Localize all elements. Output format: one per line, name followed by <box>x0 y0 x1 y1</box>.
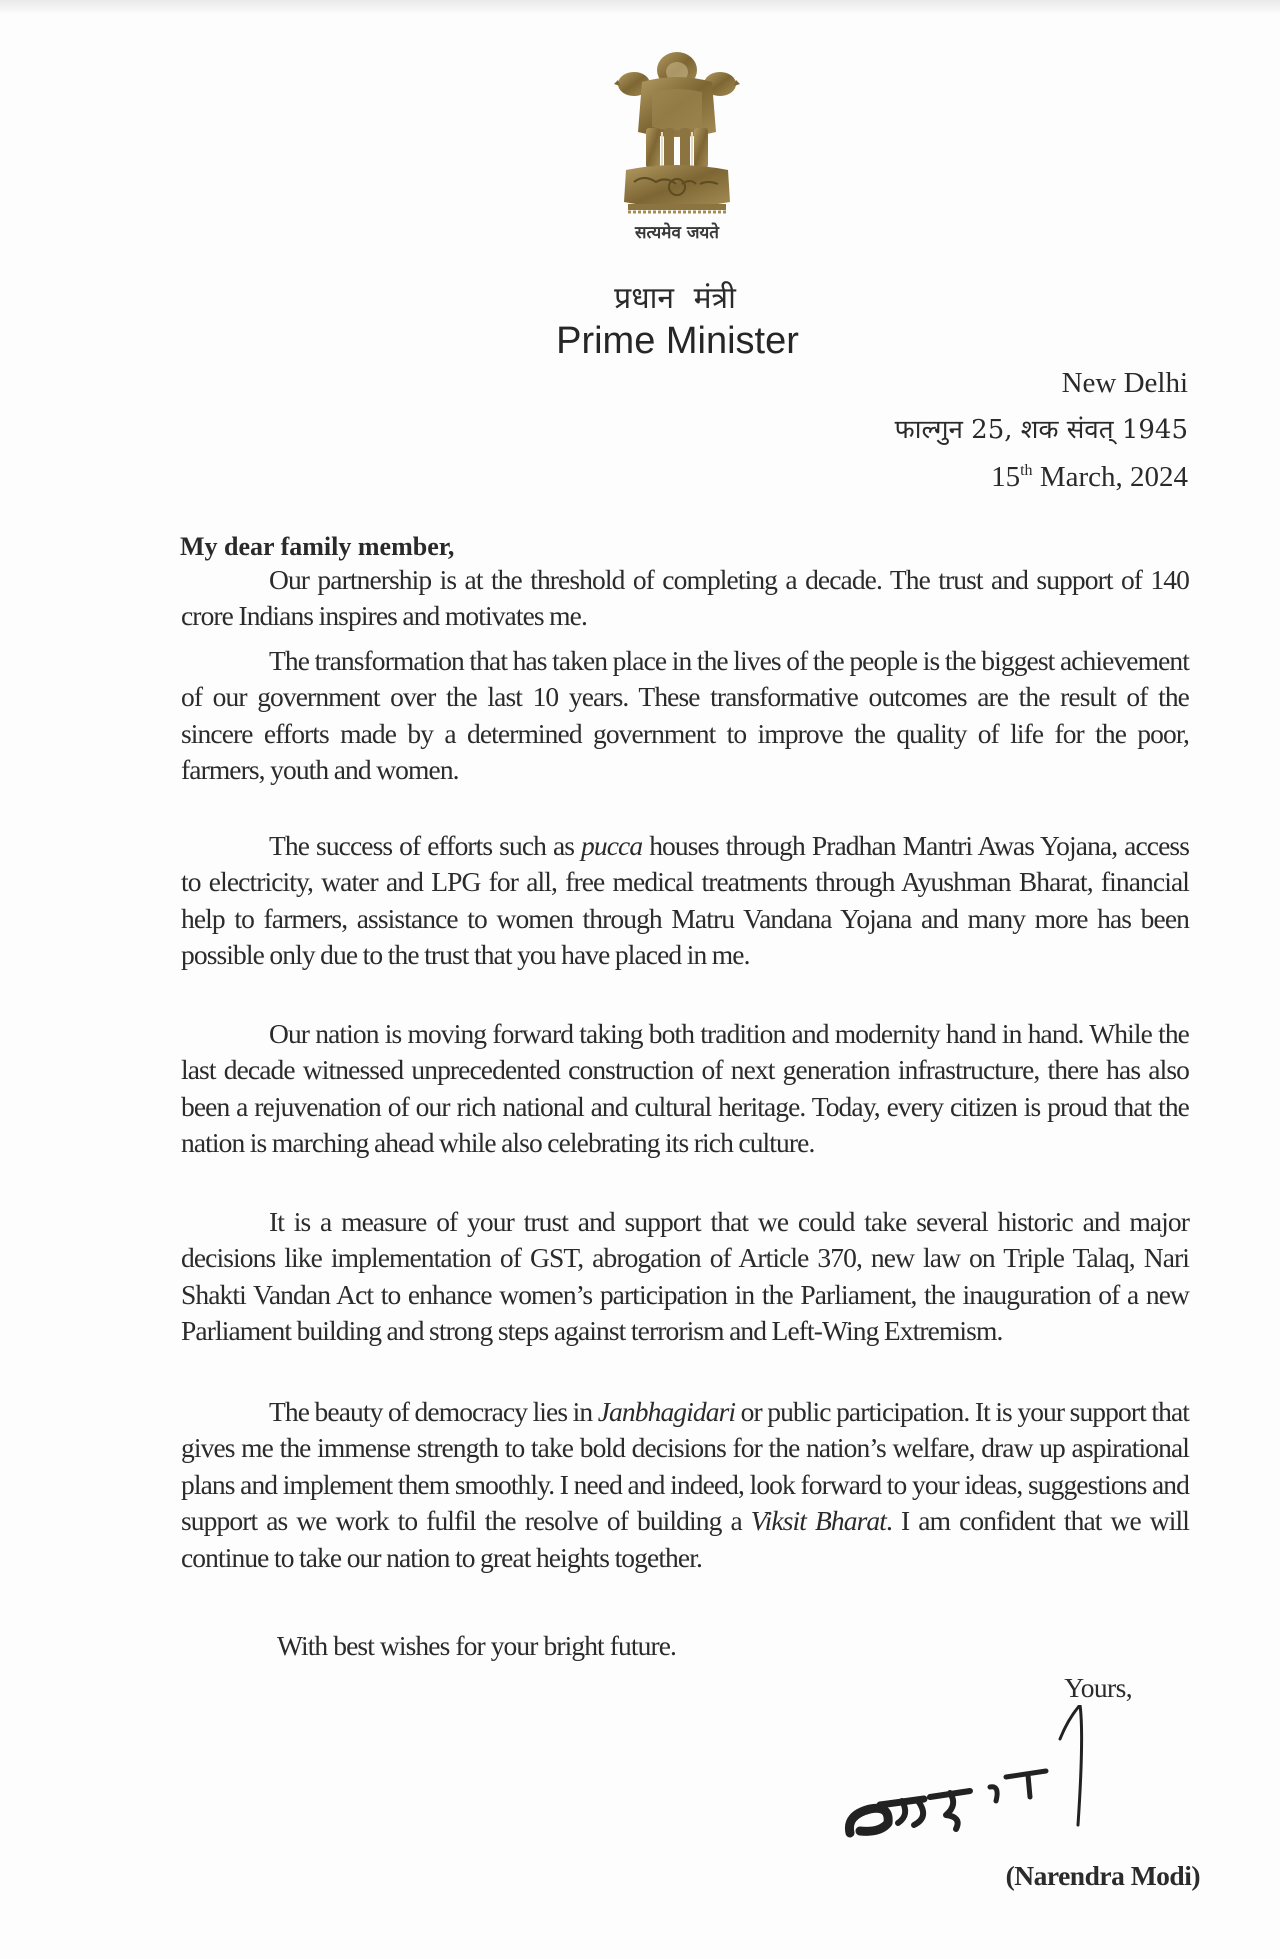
dateline <box>895 360 1188 501</box>
dateline-gregorian-date <box>895 454 1188 501</box>
page-top-edge <box>0 0 1280 14</box>
paragraph-6-italic-term-1: Janbhagidari <box>597 1396 736 1427</box>
office-title-english: Prime Minister <box>556 320 799 362</box>
signatory-name: (Narendra Modi) <box>1005 1860 1200 1891</box>
date-day: 15 <box>991 461 1021 493</box>
paragraph-3-text-b: houses through Pradhan Mantri Awas Yojana, access to electricity, water and LPG for all, free medical treatments through Ayushman Bharat, financial help to farmers, assistance to women through Matru Vandana Yojana and many more has been possible only due to the trust that you have placed in me. <box>181 830 1189 971</box>
paragraph-6 <box>181 1394 1189 1576</box>
paragraph-3-text-a: The success of efforts such as <box>269 830 582 861</box>
salutation: My dear family member, <box>180 532 455 561</box>
paragraph-3 <box>181 828 1189 974</box>
dateline-saka-date: फाल्गुन 25, शक संवत् 1945 <box>894 415 1188 445</box>
paragraph-4: Our nation is moving forward taking both tradition and modernity hand in hand. While the last decade witnessed unprecedented construction of next generation infrastructure, there has also been a rejuvenation of our rich national and cultural heritage. Today, every citizen is proud that the nation is marching ahead while also celebrating its rich culture. <box>181 1018 1189 1159</box>
national-emblem-icon <box>612 42 742 220</box>
valediction: Yours, <box>1064 1672 1132 1703</box>
paragraph-3-italic-term: pucca <box>581 830 643 861</box>
paragraph-2: The transformation that has taken place in the lives of the people is the biggest achievement of our government over the last 10 years. These transformative outcomes are the result of the sincere efforts made by a determined government to improve the quality of life for the poor, farmers, youth and women. <box>181 645 1189 786</box>
closing-line: With best wishes for your bright future. <box>277 1630 676 1661</box>
paragraph-6-text-b: or public participation. It is your support that gives me the immense strength to take bold decisions for the nation’s welfare, draw up aspirational plans and implement them smoothly. I need and indeed, look forward to your ideas, suggestions and support as we work to fulfil the resolve of building a <box>181 1396 1189 1537</box>
paragraph-6-text-c: . I am confident that we will continue to take our nation to great heights together. <box>181 1505 1189 1573</box>
paragraph-1: Our partnership is at the threshold of completing a decade. The trust and support of 140 crore Indians inspires and motivates me. <box>181 564 1189 632</box>
paragraph-6-text-a: The beauty of democracy lies in <box>269 1396 598 1427</box>
emblem-motto: सत्यमेव जयते <box>635 223 719 243</box>
date-month-year: March, 2024 <box>1032 461 1188 493</box>
paragraph-6-italic-term-2: Viksit Bharat <box>750 1505 886 1537</box>
paragraph-5: It is a measure of your trust and support that we could take several historic and major decisions like implementation of GST, abrogation of Article 370, new law on Triple Talaq, Nari Shakti Vandan Act to enhance women’s participation in the Parliament, the inauguration of a new Parliament building and strong steps against terrorism and Left-Wing Extremism. <box>181 1206 1189 1347</box>
dateline-place: New Delhi <box>1061 367 1188 399</box>
office-title-hindi: प्रधान मंत्री <box>614 281 736 316</box>
date-day-suffix: th <box>1020 462 1033 479</box>
handwritten-signature-icon <box>840 1705 1150 1855</box>
